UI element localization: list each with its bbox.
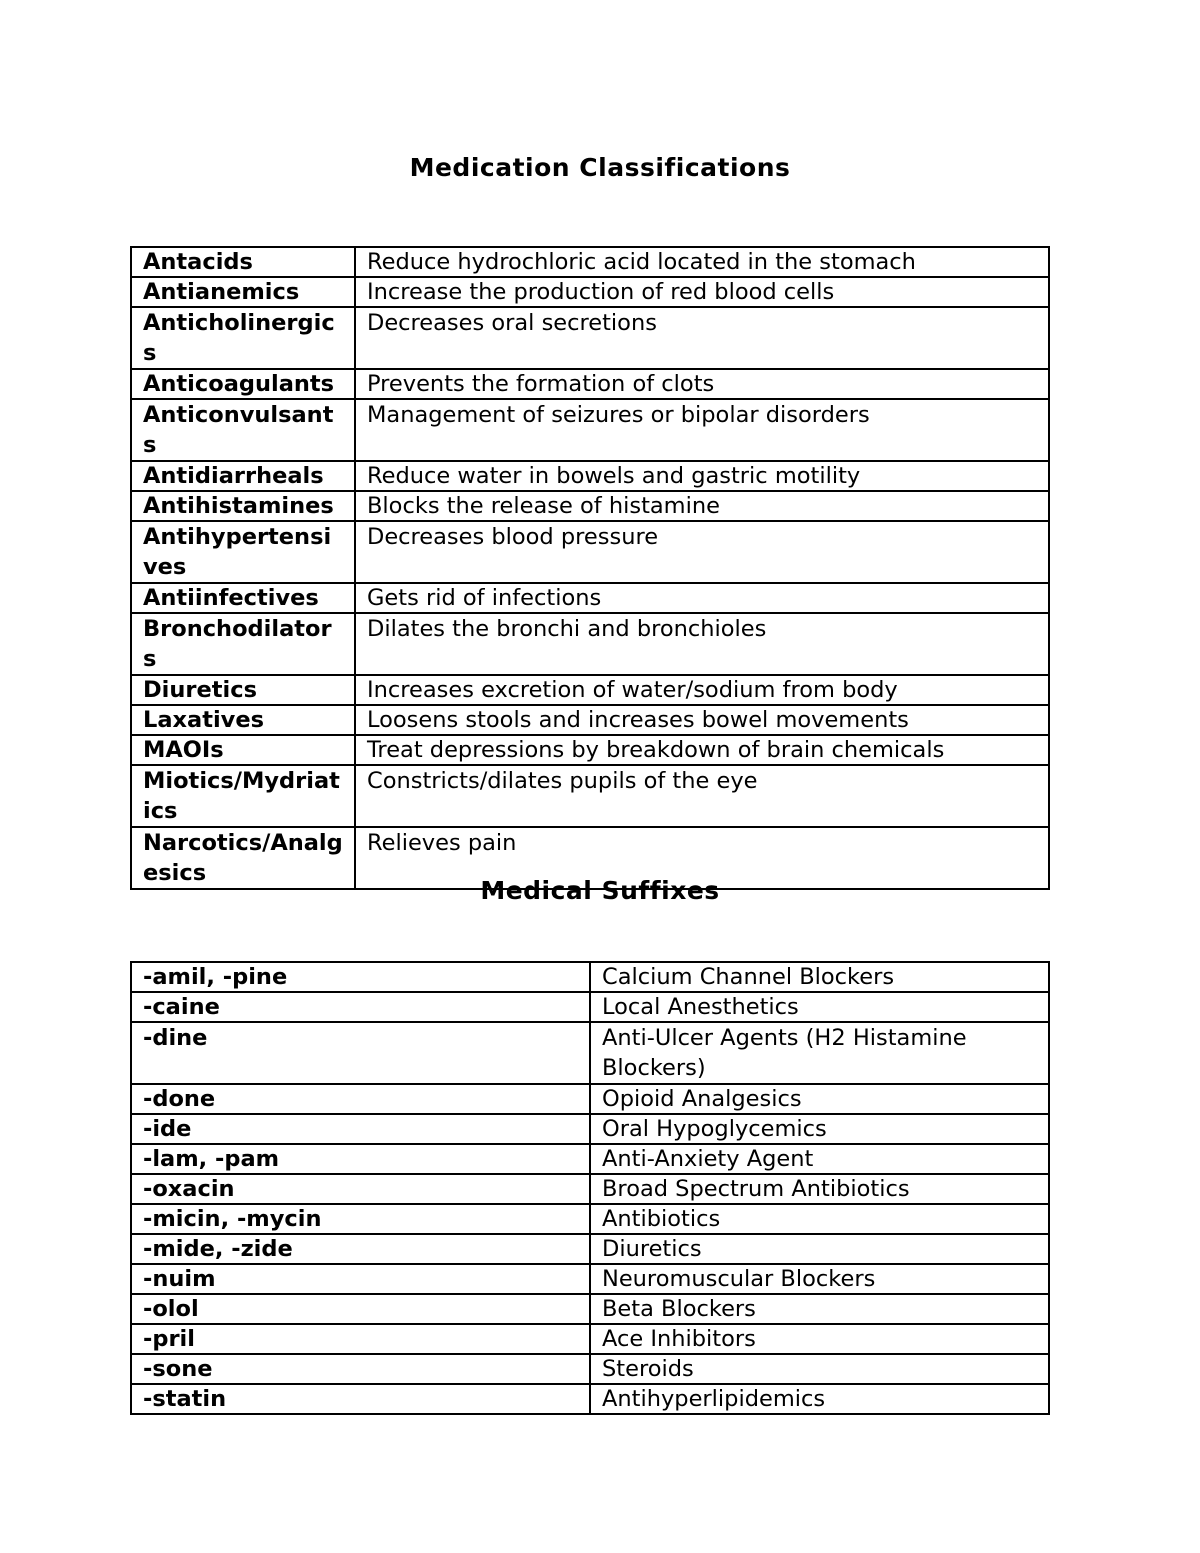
- classification-description: Blocks the release of histamine: [355, 491, 1049, 521]
- classification-description: Dilates the bronchi and bronchioles: [355, 613, 1049, 675]
- suffix: -olol: [131, 1294, 590, 1324]
- suffix-class: Oral Hypoglycemics: [590, 1114, 1049, 1144]
- classification-term: Narcotics/Analgesics: [131, 827, 355, 889]
- classification-term: Antidiarrheals: [131, 461, 355, 491]
- table-row: [131, 1084, 1049, 1114]
- suffix-class: Ace Inhibitors: [590, 1324, 1049, 1354]
- suffix: -mide, -zide: [131, 1234, 590, 1264]
- table-row: [131, 705, 1049, 735]
- suffix: -dine: [131, 1022, 590, 1084]
- classification-term: Antacids: [131, 247, 355, 277]
- suffix: -amil, -pine: [131, 962, 590, 992]
- suffix: -sone: [131, 1354, 590, 1384]
- classification-description: Treat depressions by breakdown of brain chemicals: [355, 735, 1049, 765]
- classification-term: Anticoagulants: [131, 369, 355, 399]
- suffix: -pril: [131, 1324, 590, 1354]
- suffix-class: Local Anesthetics: [590, 992, 1049, 1022]
- classification-term: Antihistamines: [131, 491, 355, 521]
- classifications-table: [130, 246, 1050, 890]
- suffix: -micin, -mycin: [131, 1204, 590, 1234]
- suffix: -caine: [131, 992, 590, 1022]
- classification-description: Decreases oral secretions: [355, 307, 1049, 369]
- table-row: [131, 1294, 1049, 1324]
- table-row: [131, 583, 1049, 613]
- table-row: [131, 1174, 1049, 1204]
- table-row: [131, 491, 1049, 521]
- table-row: [131, 613, 1049, 675]
- classification-term: MAOIs: [131, 735, 355, 765]
- table-row: [131, 992, 1049, 1022]
- classification-term: Laxatives: [131, 705, 355, 735]
- classification-term: Diuretics: [131, 675, 355, 705]
- suffix-class: Neuromuscular Blockers: [590, 1264, 1049, 1294]
- table-row: [131, 1384, 1049, 1414]
- suffix-class: Diuretics: [590, 1234, 1049, 1264]
- classification-description: Relieves pain: [355, 827, 1049, 889]
- table-row: [131, 1354, 1049, 1384]
- classification-description: Increase the production of red blood cells: [355, 277, 1049, 307]
- table-row: [131, 1204, 1049, 1234]
- suffix-class: Antihyperlipidemics: [590, 1384, 1049, 1414]
- classification-term: Antianemics: [131, 277, 355, 307]
- table-row: [131, 735, 1049, 765]
- classification-description: Reduce water in bowels and gastric motility: [355, 461, 1049, 491]
- suffix-class: Broad Spectrum Antibiotics: [590, 1174, 1049, 1204]
- suffix-class: Anti-Ulcer Agents (H2 Histamine Blockers): [590, 1022, 1049, 1084]
- classification-description: Prevents the formation of clots: [355, 369, 1049, 399]
- section-title: Medical Suffixes: [480, 876, 720, 905]
- suffix-class: Calcium Channel Blockers: [590, 962, 1049, 992]
- classification-description: Reduce hydrochloric acid located in the stomach: [355, 247, 1049, 277]
- table-row: [131, 369, 1049, 399]
- suffix-class: Opioid Analgesics: [590, 1084, 1049, 1114]
- table-row: [131, 1022, 1049, 1084]
- suffix: -done: [131, 1084, 590, 1114]
- classification-description: Decreases blood pressure: [355, 521, 1049, 583]
- table-row: [131, 1234, 1049, 1264]
- suffix: -lam, -pam: [131, 1144, 590, 1174]
- suffixes-table: [130, 961, 1050, 1415]
- classification-term: Anticonvulsants: [131, 399, 355, 461]
- suffix: -statin: [131, 1384, 590, 1414]
- table-row: [131, 1114, 1049, 1144]
- classification-term: Miotics/Mydriatics: [131, 765, 355, 827]
- suffix-class: Antibiotics: [590, 1204, 1049, 1234]
- suffix-class: Anti-Anxiety Agent: [590, 1144, 1049, 1174]
- classification-description: Gets rid of infections: [355, 583, 1049, 613]
- table-row: [131, 765, 1049, 827]
- table-row: [131, 1144, 1049, 1174]
- classification-description: Loosens stools and increases bowel movements: [355, 705, 1049, 735]
- table-row: [131, 307, 1049, 369]
- suffix-class: Beta Blockers: [590, 1294, 1049, 1324]
- classification-description: Constricts/dilates pupils of the eye: [355, 765, 1049, 827]
- classification-term: Anticholinergics: [131, 307, 355, 369]
- classification-description: Management of seizures or bipolar disorders: [355, 399, 1049, 461]
- table-row: [131, 277, 1049, 307]
- table-row: [131, 461, 1049, 491]
- table-row: [131, 1264, 1049, 1294]
- suffix: -oxacin: [131, 1174, 590, 1204]
- classification-description: Increases excretion of water/sodium from body: [355, 675, 1049, 705]
- table-row: [131, 1324, 1049, 1354]
- classification-term: Bronchodilators: [131, 613, 355, 675]
- table-row: [131, 521, 1049, 583]
- page-title: Medication Classifications: [409, 153, 791, 182]
- table-row: [131, 675, 1049, 705]
- table-row: [131, 962, 1049, 992]
- classification-term: Antiinfectives: [131, 583, 355, 613]
- classification-term: Antihypertensives: [131, 521, 355, 583]
- suffix: -ide: [131, 1114, 590, 1144]
- suffix: -nuim: [131, 1264, 590, 1294]
- table-row: [131, 247, 1049, 277]
- table-row: [131, 399, 1049, 461]
- suffix-class: Steroids: [590, 1354, 1049, 1384]
